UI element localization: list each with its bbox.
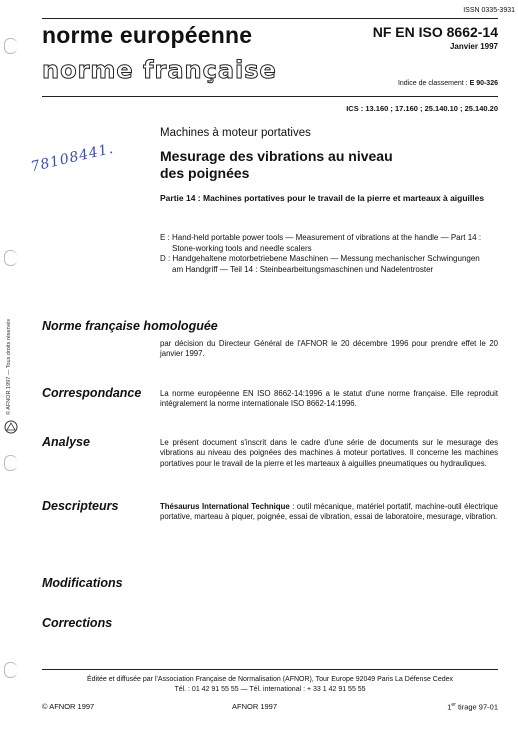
footer-publisher: [42, 675, 498, 695]
binder-hole-icon: [4, 250, 17, 266]
ics-codes: ICS : 13.160 ; 17.160 ; 25.140.10 ; 25.140.20: [346, 104, 498, 113]
publication-date: Janvier 1997: [449, 42, 498, 51]
norme-francaise-title: norme française: [42, 56, 277, 84]
footer-center: AFNOR 1997: [232, 702, 278, 711]
footer-tirage: [430, 702, 498, 712]
binder-hole-icon: [4, 662, 17, 678]
sidebar-copyright-text: © AFNOR 1997 — Tous droits réservés: [6, 319, 12, 415]
ics-rule: [42, 96, 498, 97]
modifications-heading: Modifications: [42, 576, 123, 590]
binder-hole-icon: [4, 38, 17, 54]
sidebar-copyright: [6, 295, 16, 415]
descripteurs-list: : outil mécanique, matériel portatif, machine-outil électrique portative, marteau à piquer, poignée, essai de vibration, essai de laboratoire, mesurage, vibration.: [160, 502, 498, 522]
binder-hole-icon: [4, 455, 17, 471]
translation-german: D : Handgehaltene motorbetriebene Maschinen — Messung mechanischer Schwingungen am Handgriff — Teil 14 : Steinbearbeitungsmaschinen und Nadelentroster: [160, 254, 480, 274]
tirage-sup: er: [451, 702, 456, 708]
main-title: Mesurage des vibrations au niveau des poignées: [160, 148, 393, 181]
translation-english: E : Hand-held portable power tools — Measurement of vibrations at the handle — Part 14 : Stone-working tools and needle scalers: [160, 233, 482, 253]
standard-number: NF EN ISO 8662-14: [372, 24, 498, 40]
norme-europeenne-title: norme européenne: [42, 22, 253, 48]
correspondance-heading: Correspondance: [42, 386, 142, 400]
indice-label: Indice de classement :: [397, 80, 468, 87]
title-translations: [160, 233, 490, 275]
general-title: Machines à moteur portatives: [160, 127, 311, 139]
tirage-rest: tirage 97-01: [455, 702, 498, 712]
analyse-text: Le présent document s'inscrit dans le cadre d'une série de documents sur le mesurage des vibrations au niveau des poignées des machines à moteur portatives. Il concerne les machines portatives pour le travail de la pierre et les marteaux à aiguilles pneumatiques ou hydrauliques.: [160, 438, 498, 468]
analyse-heading: Analyse: [42, 435, 90, 449]
homologuee-heading: Norme française homologuée: [42, 319, 218, 333]
footer-line2: Tél. : 01 42 91 55 55 — Tél. international : + 33 1 42 91 55 55: [174, 686, 366, 693]
correspondance-text: La norme européenne EN ISO 8662-14:1996 a le statut d'une norme française. Elle reproduit intégralement la norme internationale ISO 8662-14:1996.: [160, 389, 498, 409]
footer-line1: Éditée et diffusée par l'Association Française de Normalisation (AFNOR), Tour Europe 92049 Paris La Défense Cedex: [86, 676, 454, 683]
classification-index: [300, 80, 498, 87]
issn-number: ISSN 0335-3931: [463, 7, 515, 14]
descripteurs-label: Thésaurus International Technique: [160, 502, 290, 511]
tirage-number: 1: [447, 702, 452, 712]
handwritten-number: 78108441.: [29, 140, 116, 176]
corrections-heading: Corrections: [42, 616, 113, 630]
footer-rule: [42, 669, 498, 670]
descripteurs-heading: Descripteurs: [42, 499, 119, 513]
part-title: Partie 14 : Machines portatives pour le travail de la pierre et marteaux à aiguilles: [160, 193, 485, 203]
header-rule: [42, 18, 498, 19]
indice-value: E 90-326: [469, 80, 498, 87]
descripteurs-text: [160, 502, 498, 523]
footer-copyright: © AFNOR 1997: [42, 702, 95, 711]
afnor-logo-icon: [4, 420, 18, 434]
homologuee-text: par décision du Directeur Général de l'AFNOR le 20 décembre 1996 pour prendre effet le 20 janvier 1997.: [160, 339, 498, 359]
